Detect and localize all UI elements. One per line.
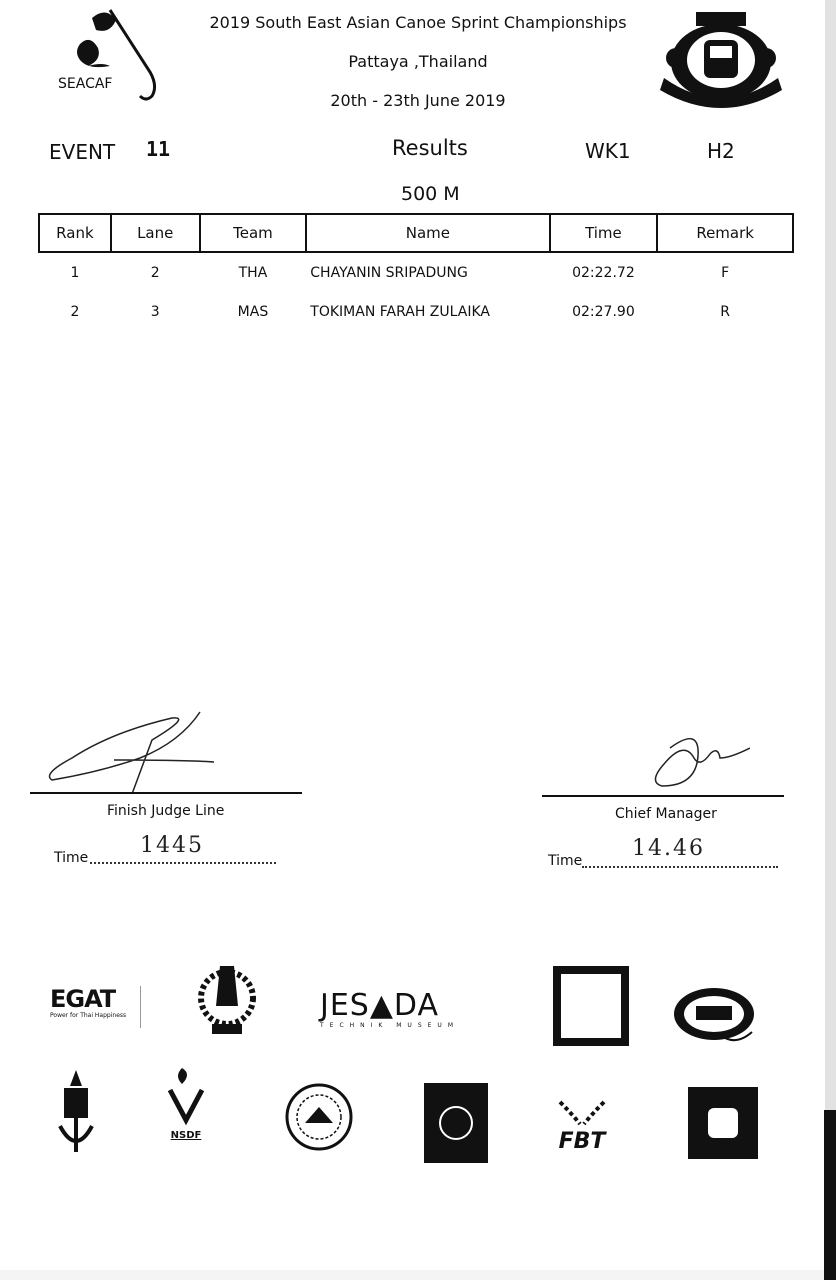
egat-logo-name: EGAT: [50, 985, 116, 1013]
chief-manager-time-dots: [582, 866, 778, 868]
insurance-logo: [553, 966, 629, 1046]
col-lane-header: Lane: [111, 214, 200, 252]
event-distance: 500 M: [401, 183, 460, 205]
event-location: Pattaya ,Thailand: [348, 52, 488, 71]
thai-emblem-icon: [196, 960, 258, 1040]
event-category: WK1: [585, 139, 631, 163]
col-time-header: Time: [550, 214, 658, 252]
finish-judge-label: Finish Judge Line: [107, 803, 225, 819]
remark-cell: F: [721, 264, 730, 281]
fbt-laurel-icon: [550, 1098, 614, 1126]
savings-bank-logo: [424, 1083, 488, 1163]
chief-manager-label: Chief Manager: [615, 806, 717, 822]
egat-logo: [50, 986, 141, 1028]
remark-cell: R: [720, 303, 731, 320]
results-heading: Results: [392, 136, 468, 160]
finish-judge-time-value: 1445: [140, 833, 204, 858]
finish-judge-signature: [44, 706, 224, 796]
event-dates: 20th - 23th June 2019: [330, 91, 506, 110]
nsdf-logo-name: NSDF: [170, 1130, 202, 1141]
university-seal-icon: [285, 1083, 353, 1151]
page-edge: [825, 0, 836, 1280]
name-cell: CHAYANIN SRIPADUNG: [310, 264, 468, 281]
rank-cell: 1: [70, 264, 80, 281]
col-team-header: Team: [200, 214, 307, 252]
nsdf-torch-icon: [156, 1064, 216, 1126]
jesada-logo-sub: TECHNIK MUSEUM: [320, 1022, 459, 1029]
lane-cell: 2: [150, 264, 160, 281]
table-row: [39, 252, 793, 292]
finish-judge-time-dots: [90, 862, 276, 864]
event-heat: H2: [707, 139, 735, 163]
team-cell: MAS: [237, 303, 269, 320]
event-number: 11: [146, 137, 171, 161]
time-cell: 02:27.90: [572, 303, 635, 320]
event-title: 2019 South East Asian Canoe Sprint Championships: [209, 13, 627, 32]
time-cell: 02:22.72: [572, 264, 635, 281]
jesada-logo-name: JES▲DA: [320, 988, 440, 1023]
chief-manager-signature-line: [542, 795, 784, 797]
team-cell: THA: [238, 264, 268, 281]
col-rank-header: Rank: [39, 214, 111, 252]
finish-judge-time-label: Time: [54, 850, 89, 866]
fbt-logo: [550, 1098, 614, 1154]
seacaf-logo-text: SEACAF: [58, 76, 113, 92]
finish-judge-signature-line: [30, 792, 302, 794]
event-label: EVENT: [49, 140, 116, 164]
nsdf-logo: [156, 1064, 216, 1156]
rank-cell: 2: [70, 303, 80, 320]
agri-bank-logo: [688, 1087, 758, 1159]
chief-manager-signature: [630, 728, 750, 798]
results-header-row: [39, 214, 793, 252]
table-row: [39, 292, 793, 331]
page-edge-shadow: [824, 1110, 836, 1280]
farm-logo-icon: [672, 980, 758, 1052]
col-name-header: Name: [306, 214, 549, 252]
fbt-logo-name: FBT: [558, 1129, 606, 1154]
navy-emblem-icon: [56, 1068, 96, 1154]
chief-manager-time-label: Time: [548, 853, 583, 869]
egat-logo-tagline: Power for Thai Happiness: [50, 1012, 127, 1019]
col-remark-header: Remark: [657, 214, 793, 252]
chief-manager-time-value: 14.46: [632, 836, 705, 861]
lane-cell: 3: [150, 303, 160, 320]
jesada-logo: [320, 988, 459, 1029]
name-cell: TOKIMAN FARAH ZULAIKA: [310, 303, 490, 320]
results-table: [38, 213, 794, 331]
